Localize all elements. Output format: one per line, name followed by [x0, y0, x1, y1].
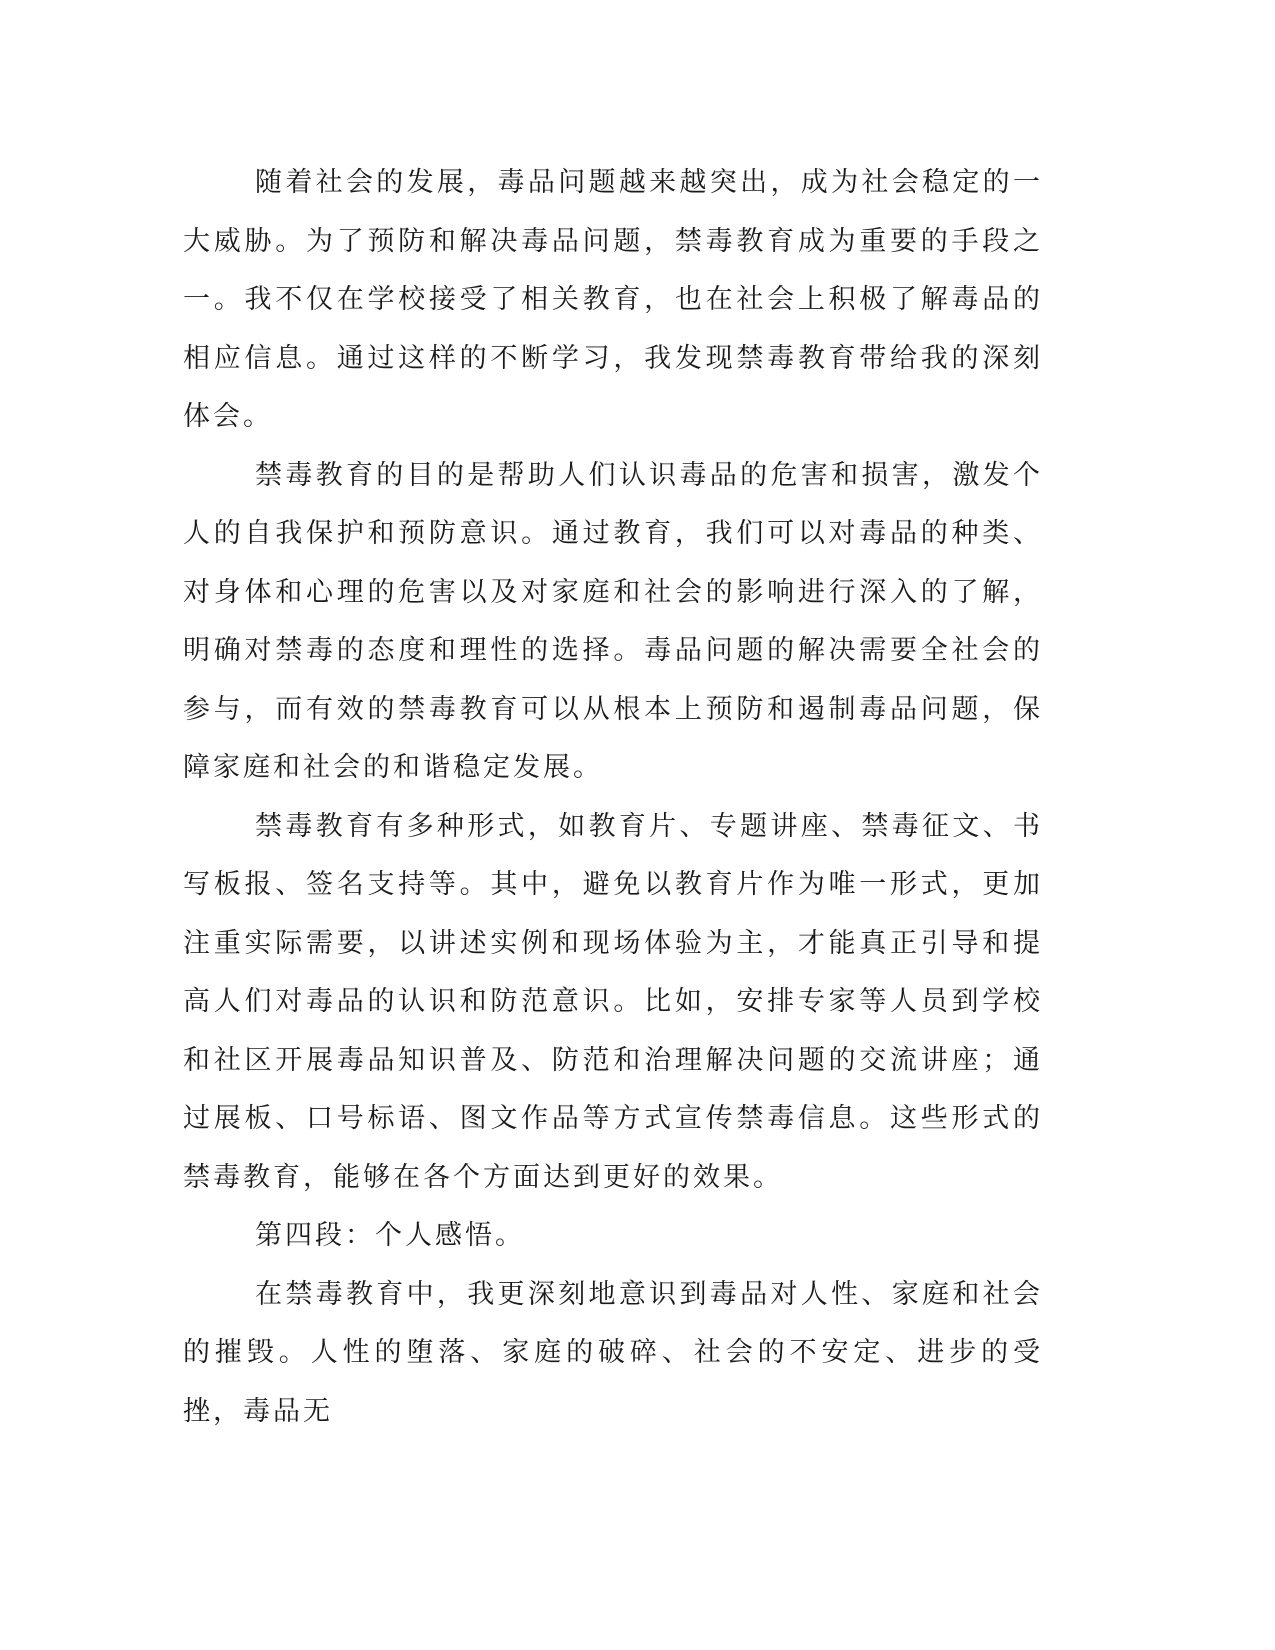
paragraph-purpose: 禁毒教育的目的是帮助人们认识毒品的危害和损害，激发个人的自我保护和预防意识。通过教育，我们可以对毒品的种类、对身体和心理的危害以及对家庭和社会的影响进行深入的了解，明确对禁毒的态度和理性的选择。毒品问题的解决需要全社会的参与，而有效的禁毒教育可以从根本上预防和遏制毒品问题，保障家庭和社会的和谐稳定发展。 [183, 459, 1043, 783]
document-body [183, 154, 1043, 1441]
paragraph-forms: 禁毒教育有多种形式，如教育片、专题讲座、禁毒征文、书写板报、签名支持等。其中，避免以教育片作为唯一形式，更加注重实际需要，以讲述实例和现场体验为主，才能真正引导和提高人们对毒品的认识和防范意识。比如，安排专家等人员到学校和社区开展毒品知识普及、防范和治理解决问题的交流讲座；通过展板、口号标语、图文作品等方式宣传禁毒信息。这些形式的禁毒教育，能够在各个方面达到更好的效果。 [183, 810, 1043, 1193]
paragraph-intro: 随着社会的发展，毒品问题越来越突出，成为社会稳定的一大威胁。为了预防和解决毒品问题，禁毒教育成为重要的手段之一。我不仅在学校接受了相关教育，也在社会上积极了解毒品的相应信息。通过这样的不断学习，我发现禁毒教育带给我的深刻体会。 [183, 167, 1043, 432]
section-heading: 第四段：个人感悟。 [255, 1220, 525, 1251]
paragraph-reflection: 在禁毒教育中，我更深刻地意识到毒品对人性、家庭和社会的摧毁。人性的堕落、家庭的破碎、社会的不安定、进步的受挫，毒品无 [183, 1278, 1043, 1427]
